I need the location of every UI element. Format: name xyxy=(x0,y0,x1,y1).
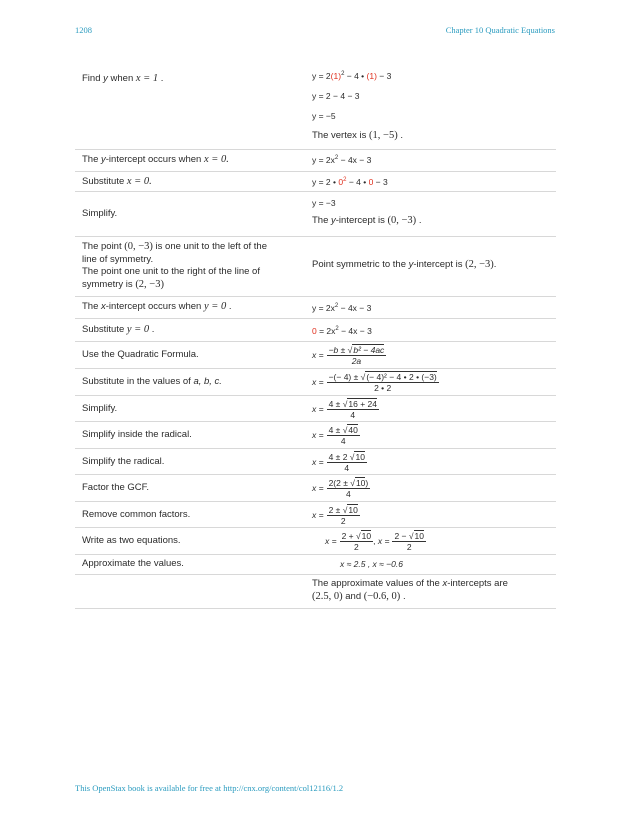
step-equation: x = $\frac{2 + √10}{2}$ , x = $\frac{2 - √10}{2}$ xyxy=(325,530,425,552)
table-row xyxy=(75,555,556,575)
step-label: Substitute y = 0 . xyxy=(82,324,155,335)
step-equation: y = −3 xyxy=(312,198,336,208)
step-equation: x = $\frac{4 \pm 2 √10}{4}$ xyxy=(312,451,365,473)
step-label: The y-intercept occurs when x = 0. xyxy=(82,154,229,165)
table-row xyxy=(75,369,556,396)
y-intercept-result: The y-intercept is (0, −3) . xyxy=(312,215,422,226)
step-label: Find y when x = 1 . xyxy=(82,73,164,84)
footer-note: This OpenStax book is available for free at http://cnx.org/content/col12116/1.2 xyxy=(75,783,344,793)
step-label: Use the Quadratic Formula. xyxy=(82,349,199,360)
step-label: The point (0, −3) is one unit to the left of the line of symmetry. The point one unit to the right of the line of symmetry is (2, −3) xyxy=(82,241,267,290)
chapter-title: Chapter 10 Quadratic Equations xyxy=(445,25,555,35)
table-row xyxy=(75,422,556,449)
step-label: Simplify. xyxy=(82,208,118,219)
step-equation: x = $\frac{2(2 \pm √10)}{4}$ xyxy=(312,477,369,499)
table-row xyxy=(75,62,556,150)
step-label: The x-intercept occurs when y = 0 . xyxy=(82,301,232,312)
step-label: Remove common factors. xyxy=(82,509,191,520)
step-equation: x = $\frac{\text{−(− 4) ± √(− 4)² − 4 • 2 • (−3)}}{2 • 2}$ xyxy=(312,371,437,393)
table-row xyxy=(75,172,556,192)
page-number: 1208 xyxy=(75,25,92,35)
table-row xyxy=(75,475,556,502)
table-row xyxy=(75,319,556,342)
vertex-result: The vertex is (1, −5) . xyxy=(312,130,403,141)
table-row xyxy=(75,150,556,172)
step-equation: y = −5 xyxy=(312,111,336,121)
table-row xyxy=(75,528,556,555)
step-label: Substitute x = 0. xyxy=(82,176,152,187)
step-label: Factor the GCF. xyxy=(82,482,150,493)
symmetric-point-result: Point symmetric to the y-intercept is (2, −3). xyxy=(312,259,497,270)
table-row xyxy=(75,449,556,475)
step-label: Approximate the values. xyxy=(82,558,184,569)
table-row xyxy=(75,502,556,528)
step-label: Write as two equations. xyxy=(82,535,181,546)
step-equation: $y = 2x^2 - 4x - 3$ xyxy=(312,155,372,165)
step-equation: y = 2 • $0^2 - 4$ • 0 − 3 xyxy=(312,177,388,187)
x-intercepts-result: The approximate values of the x-intercepts are (2.5, 0) and (−0.6, 0) . xyxy=(312,578,508,602)
step-equation: x = $\frac{4 \pm √16 + 24}{4}$ xyxy=(312,398,377,420)
step-equation: $y = 2(1)^2 - 4$ • (1) − 3 xyxy=(312,71,392,81)
step-equation: x = $\frac{2 \pm √10}{2}$ xyxy=(312,504,358,526)
step-equation: x = $\frac{\text{−b ± √b² − 4ac}}{2a}$ xyxy=(312,344,385,366)
step-equation: y = 2 − 4 − 3 xyxy=(312,91,360,101)
solution-table xyxy=(75,62,556,609)
step-equation: x = $\frac{4 \pm √40}{4}$ xyxy=(312,424,358,446)
step-label: Substitute in the values of a, b, c. xyxy=(82,376,222,387)
table-row xyxy=(75,342,556,369)
step-label: Simplify the radical. xyxy=(82,456,165,467)
step-equation: x ≈ 2.5 , x ≈ −0.6 xyxy=(340,559,403,569)
table-row xyxy=(75,192,556,237)
step-label: Simplify inside the radical. xyxy=(82,429,192,440)
step-label: Simplify. xyxy=(82,403,118,414)
step-equation: $y = 2x^2 - 4x - 3$ xyxy=(312,303,372,313)
table-row xyxy=(75,396,556,422)
table-row xyxy=(75,575,556,609)
table-row xyxy=(75,297,556,319)
step-equation: $0 = 2x^2 - 4x - 3$ xyxy=(312,326,372,336)
table-row xyxy=(75,237,556,297)
